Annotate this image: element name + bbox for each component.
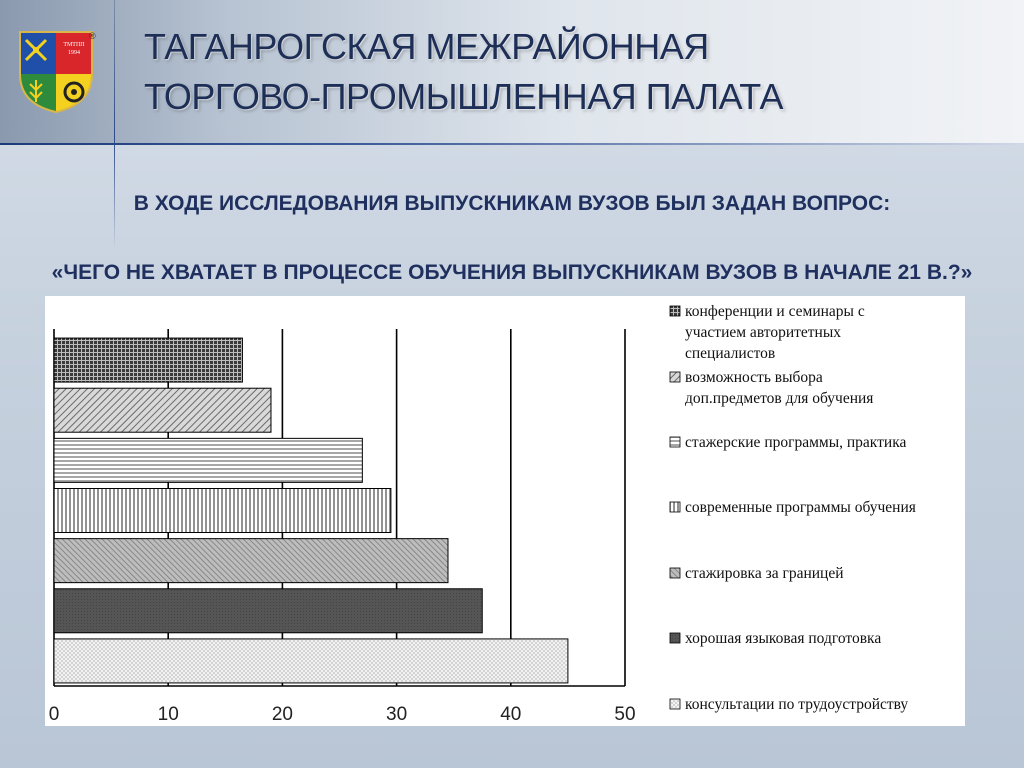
org-title-line1: ТАГАНРОГСКАЯ МЕЖРАЙОННАЯ	[144, 26, 709, 67]
x-tick-label-30: 30	[386, 704, 408, 725]
legend-label-7: консультации по трудоустройству	[685, 696, 909, 713]
legend-label-1: специалистов	[685, 345, 776, 362]
bar-chart	[45, 296, 965, 726]
legend-label-5: стажировка за границей	[685, 565, 844, 582]
legend-swatch-4	[670, 502, 680, 512]
legend-label-4: современные программы обучения	[685, 499, 916, 516]
legend-swatch-1	[670, 306, 680, 316]
survey-intro: В ХОДЕ ИССЛЕДОВАНИЯ ВЫПУСКНИКАМ ВУЗОВ БЫЛ ЗАДАН ВОПРОС:	[133, 192, 891, 215]
chart-bars	[54, 338, 568, 683]
x-tick-label-40: 40	[500, 704, 522, 725]
legend-label-2: доп.предметов для обучения	[685, 390, 874, 407]
legend-label-1: конференции и семинары с	[685, 303, 865, 320]
bar-6	[54, 589, 482, 633]
bar-4	[54, 489, 391, 533]
legend-swatch-5	[670, 568, 680, 578]
legend-swatch-7	[670, 699, 680, 709]
header-divider	[0, 143, 1024, 145]
logo-year: 1994	[68, 50, 80, 56]
survey-question: «ЧЕГО НЕ ХВАТАЕТ В ПРОЦЕССЕ ОБУЧЕНИЯ ВЫПУСКНИКАМ ВУЗОВ В НАЧАЛЕ 21 В.?»	[51, 261, 973, 284]
x-axis-ticks	[49, 704, 636, 725]
x-tick-label-0: 0	[48, 704, 60, 725]
legend-label-3: стажерские программы, практика	[685, 434, 907, 451]
bar-7	[54, 639, 568, 683]
org-title-line2: ТОРГОВО-ПРОМЫШЛЕННАЯ ПАЛАТА	[144, 76, 784, 117]
x-tick-label-50: 50	[614, 704, 636, 725]
legend-swatch-3	[670, 437, 680, 447]
bar-3	[54, 438, 362, 482]
legend-label-2: возможность выбора	[685, 369, 823, 386]
legend-label-6: хорошая языковая подготовка	[685, 630, 882, 647]
chart-panel	[45, 296, 965, 726]
legend-swatch-6	[670, 633, 680, 643]
chamber-crest-logo	[16, 28, 96, 114]
bar-2	[54, 388, 271, 432]
logo-label: ТМТПП	[63, 42, 85, 48]
x-tick-label-20: 20	[271, 704, 293, 725]
legend-label-1: участием авторитетных	[685, 324, 841, 341]
header-banner	[0, 0, 1024, 145]
chart-legend	[670, 303, 916, 713]
bar-5	[54, 539, 448, 583]
legend-swatch-2	[670, 372, 680, 382]
x-tick-label-10: 10	[157, 704, 179, 725]
registered-mark: ®	[89, 31, 96, 41]
bar-1	[54, 338, 242, 382]
